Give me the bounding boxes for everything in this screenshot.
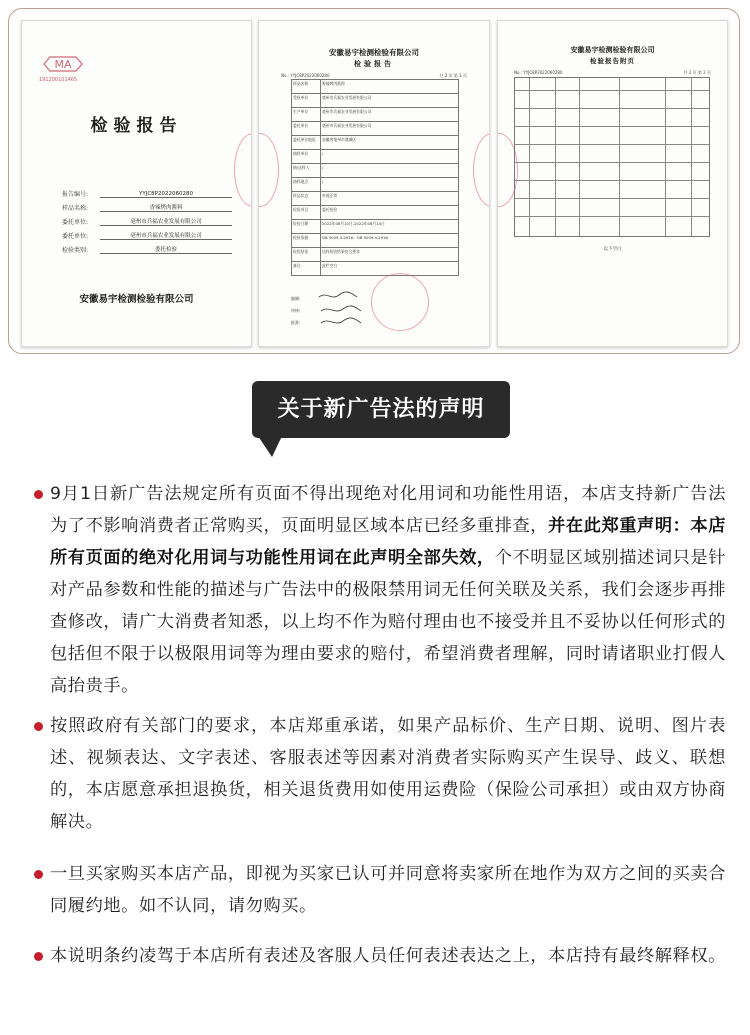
cover-fields bbox=[62, 184, 232, 254]
svg-text:MA: MA bbox=[54, 58, 72, 71]
appendix-grid-line bbox=[515, 162, 709, 163]
appendix-grid-line bbox=[515, 108, 709, 109]
report-cell-label: 样品状态 bbox=[291, 192, 321, 205]
paragraph-text: 个不明显区域别描述词只是针对产品参数和性能的描述与广告法中的极限禁用词无任何关联及关系，我们会逐步再排查修改，请广大消费者知悉，以上均不作为赔付理由也不接受并且不妥协以任何形式的包括但不限于以极限用词等为理由要求的赔付，希望消费者理解，同时请诸职业打假人高抬贵手。 bbox=[50, 548, 726, 696]
report-company: 安徽易宇检测检验有限公司 bbox=[329, 48, 419, 57]
report-cell-value: / bbox=[321, 164, 459, 177]
report-page-number: 共 2 页 第 1 页 bbox=[439, 73, 467, 78]
report-main-page bbox=[258, 20, 490, 347]
report-table-row bbox=[291, 220, 459, 234]
report-cell-value: GB 5009.3-2016、GB 5009.4-2016 bbox=[321, 234, 459, 247]
sign-line: 编制: bbox=[291, 296, 301, 301]
report-cell-value: 安徽省亳州市谯城区 bbox=[321, 136, 459, 149]
declaration-paragraph: 本说明条约凌驾于本店所有表述及客服人员任何表述表达之上，本店持有最终解释权。 bbox=[50, 946, 726, 966]
appendix-grid-line bbox=[579, 78, 580, 236]
report-cell-label: 备注 bbox=[291, 262, 321, 275]
cover-title: 检验报告 bbox=[90, 116, 183, 136]
cover-field-value: 亳州市兵福农业发展有限公司 bbox=[100, 217, 232, 226]
report-table bbox=[291, 79, 459, 276]
appendix-title: 检验报告附页 bbox=[590, 57, 635, 65]
report-cell-label: 抽/送样人 bbox=[291, 164, 321, 177]
report-table-row bbox=[291, 164, 459, 178]
appendix-grid-line bbox=[619, 78, 620, 236]
report-cell-value: 香辣烤肉酱料 bbox=[321, 80, 459, 93]
report-cell-value: / bbox=[321, 178, 459, 191]
appendix-grid-line bbox=[515, 90, 709, 91]
report-cell-value: 亳州市兵福农业发展有限公司 bbox=[321, 122, 459, 135]
report-cell-label: 样品名称 bbox=[291, 80, 321, 93]
report-cell-value: 委托检验 bbox=[321, 206, 459, 219]
report-cell-label: 生产单位 bbox=[291, 108, 321, 121]
declaration-item bbox=[50, 858, 726, 922]
appendix-number: No.: YYJC8P2022060280 bbox=[514, 70, 563, 75]
cma-logo-icon bbox=[42, 55, 84, 73]
heading-badge bbox=[252, 381, 510, 438]
report-table-row bbox=[291, 150, 459, 164]
declaration-paragraph: 按照政府有关部门的要求，本店郑重承诺，如果产品标价、生产日期、说明、图片表述、视频表达、文字表述、客服表述等因素对消费者实际购买产生误导、歧义、联想的，本店愿意承担退换货，相关退货费用如使用运费险（保险公司承担）或由双方协商解决。 bbox=[50, 716, 726, 832]
cover-field-row bbox=[62, 184, 232, 198]
report-cover-page bbox=[21, 20, 252, 347]
cover-field-row bbox=[62, 198, 232, 212]
cover-field-value: 香辣烤肉酱料 bbox=[100, 203, 232, 212]
appendix-grid-line bbox=[529, 78, 530, 236]
cover-field-row bbox=[62, 240, 232, 254]
appendix-grid-line bbox=[515, 198, 709, 199]
seal-stamp-icon bbox=[258, 133, 279, 207]
declaration-paragraph bbox=[50, 478, 726, 702]
report-cell-label: 检验依据 bbox=[291, 234, 321, 247]
cover-organization: 安徽易宇检测检验有限公司 bbox=[79, 294, 194, 305]
report-cell-label: 检验日期 bbox=[291, 220, 321, 233]
cma-cert-number: 191200101465 bbox=[39, 77, 78, 83]
paragraph-emphasis: 并在此郑重声明：本店所有页面的绝对化用词与功能性用词在此声明全部失效， bbox=[50, 516, 726, 568]
appendix-grid-line bbox=[555, 78, 556, 236]
report-cell-value: 外观正常 bbox=[321, 192, 459, 205]
report-cell-value: 2022年06月10日-2022年06月14日 bbox=[321, 220, 459, 233]
badge-tail bbox=[258, 436, 282, 457]
bullet-dot-icon bbox=[34, 490, 43, 499]
appendix-grid-line bbox=[691, 78, 692, 236]
seal-stamp-icon bbox=[473, 133, 490, 207]
report-signatures bbox=[291, 293, 300, 329]
report-appendix-page bbox=[497, 20, 728, 347]
appendix-page-number: 共 2 页 第 2 页 bbox=[683, 70, 711, 75]
report-table-row bbox=[291, 108, 459, 122]
bullet-dot-icon bbox=[34, 870, 43, 879]
cover-field-label: 委托单位: bbox=[62, 219, 89, 226]
report-table-row bbox=[291, 136, 459, 150]
cover-field-value: YYJC8P2022060280 bbox=[100, 191, 232, 198]
report-cell-value: 亳州市兵福农业发展有限公司 bbox=[321, 108, 459, 121]
report-table-row bbox=[291, 262, 459, 276]
report-table-row bbox=[291, 192, 459, 206]
appendix-grid-line bbox=[515, 144, 709, 145]
cover-field-label: 样品名称: bbox=[62, 205, 89, 212]
report-cell-value: 此栏空白 bbox=[321, 262, 459, 275]
report-table-row bbox=[291, 248, 459, 262]
cover-field-row bbox=[62, 226, 232, 240]
bullet-dot-icon bbox=[34, 952, 43, 961]
report-table-row bbox=[291, 122, 459, 136]
report-title: 检验报告 bbox=[354, 60, 394, 68]
sign-line: 批准: bbox=[291, 320, 301, 325]
report-cell-label: 受检单位 bbox=[291, 94, 321, 107]
report-cell-label: 检验项目 bbox=[291, 206, 321, 219]
sign-line: 审核: bbox=[291, 308, 301, 313]
official-seal-icon bbox=[371, 273, 429, 331]
cover-field-value: 亳州市兵福农业发展有限公司 bbox=[100, 231, 232, 240]
report-cell-label: 抽样地点 bbox=[291, 178, 321, 191]
cover-field-label: 报告编号: bbox=[62, 191, 89, 198]
report-cell-label: 抽样单位 bbox=[291, 150, 321, 163]
cover-field-row bbox=[62, 212, 232, 226]
signature-icon bbox=[317, 289, 365, 329]
appendix-end-note: 以下空白 bbox=[603, 247, 622, 252]
declaration-item bbox=[50, 710, 726, 838]
report-table-row bbox=[291, 178, 459, 192]
report-table-row bbox=[291, 234, 459, 248]
report-cell-value: 亳州市兵福农业发展有限公司 bbox=[321, 94, 459, 107]
declaration-paragraph: 一旦买家购买本店产品，即视为买家已认可并同意将卖家所在地作为双方之间的买卖合同履约地。如不认同，请勿购买。 bbox=[50, 864, 726, 916]
cover-field-label: 委托单位: bbox=[62, 233, 89, 240]
cover-field-label: 检验类别: bbox=[62, 247, 89, 254]
report-table-row bbox=[291, 79, 459, 94]
appendix-company: 安徽易宇检测检验有限公司 bbox=[570, 46, 655, 54]
report-cell-value: / bbox=[321, 150, 459, 163]
appendix-grid-line bbox=[665, 78, 666, 236]
seal-stamp-icon bbox=[234, 133, 252, 207]
report-cell-label: 委托单位 bbox=[291, 122, 321, 135]
heading-title: 关于新广告法的声明 bbox=[277, 397, 485, 422]
report-cell-label: 委托单位地址 bbox=[291, 136, 321, 149]
report-cell-label: 检验结论 bbox=[291, 248, 321, 261]
report-cell-value: 送样检验结果符合要求 bbox=[321, 248, 459, 261]
bullet-dot-icon bbox=[34, 722, 43, 731]
paragraph-text: 9月1日新广告法规定所有页面不得出现绝对化用词和功能性用语，本店支持新广告法为了不影响消费者正常购买，页面明显区域本店已经多重排查， bbox=[50, 484, 726, 536]
report-table-row bbox=[291, 206, 459, 220]
report-number: No.: YYJC8P2022060280 bbox=[281, 73, 330, 78]
appendix-grid-line bbox=[515, 180, 709, 181]
appendix-table bbox=[514, 77, 710, 237]
report-table-row bbox=[291, 94, 459, 108]
declaration-item bbox=[50, 940, 726, 972]
cover-field-value: 委托检验 bbox=[100, 245, 232, 254]
declaration-item bbox=[50, 478, 726, 702]
appendix-grid-line bbox=[515, 126, 709, 127]
appendix-grid-line bbox=[515, 216, 709, 217]
